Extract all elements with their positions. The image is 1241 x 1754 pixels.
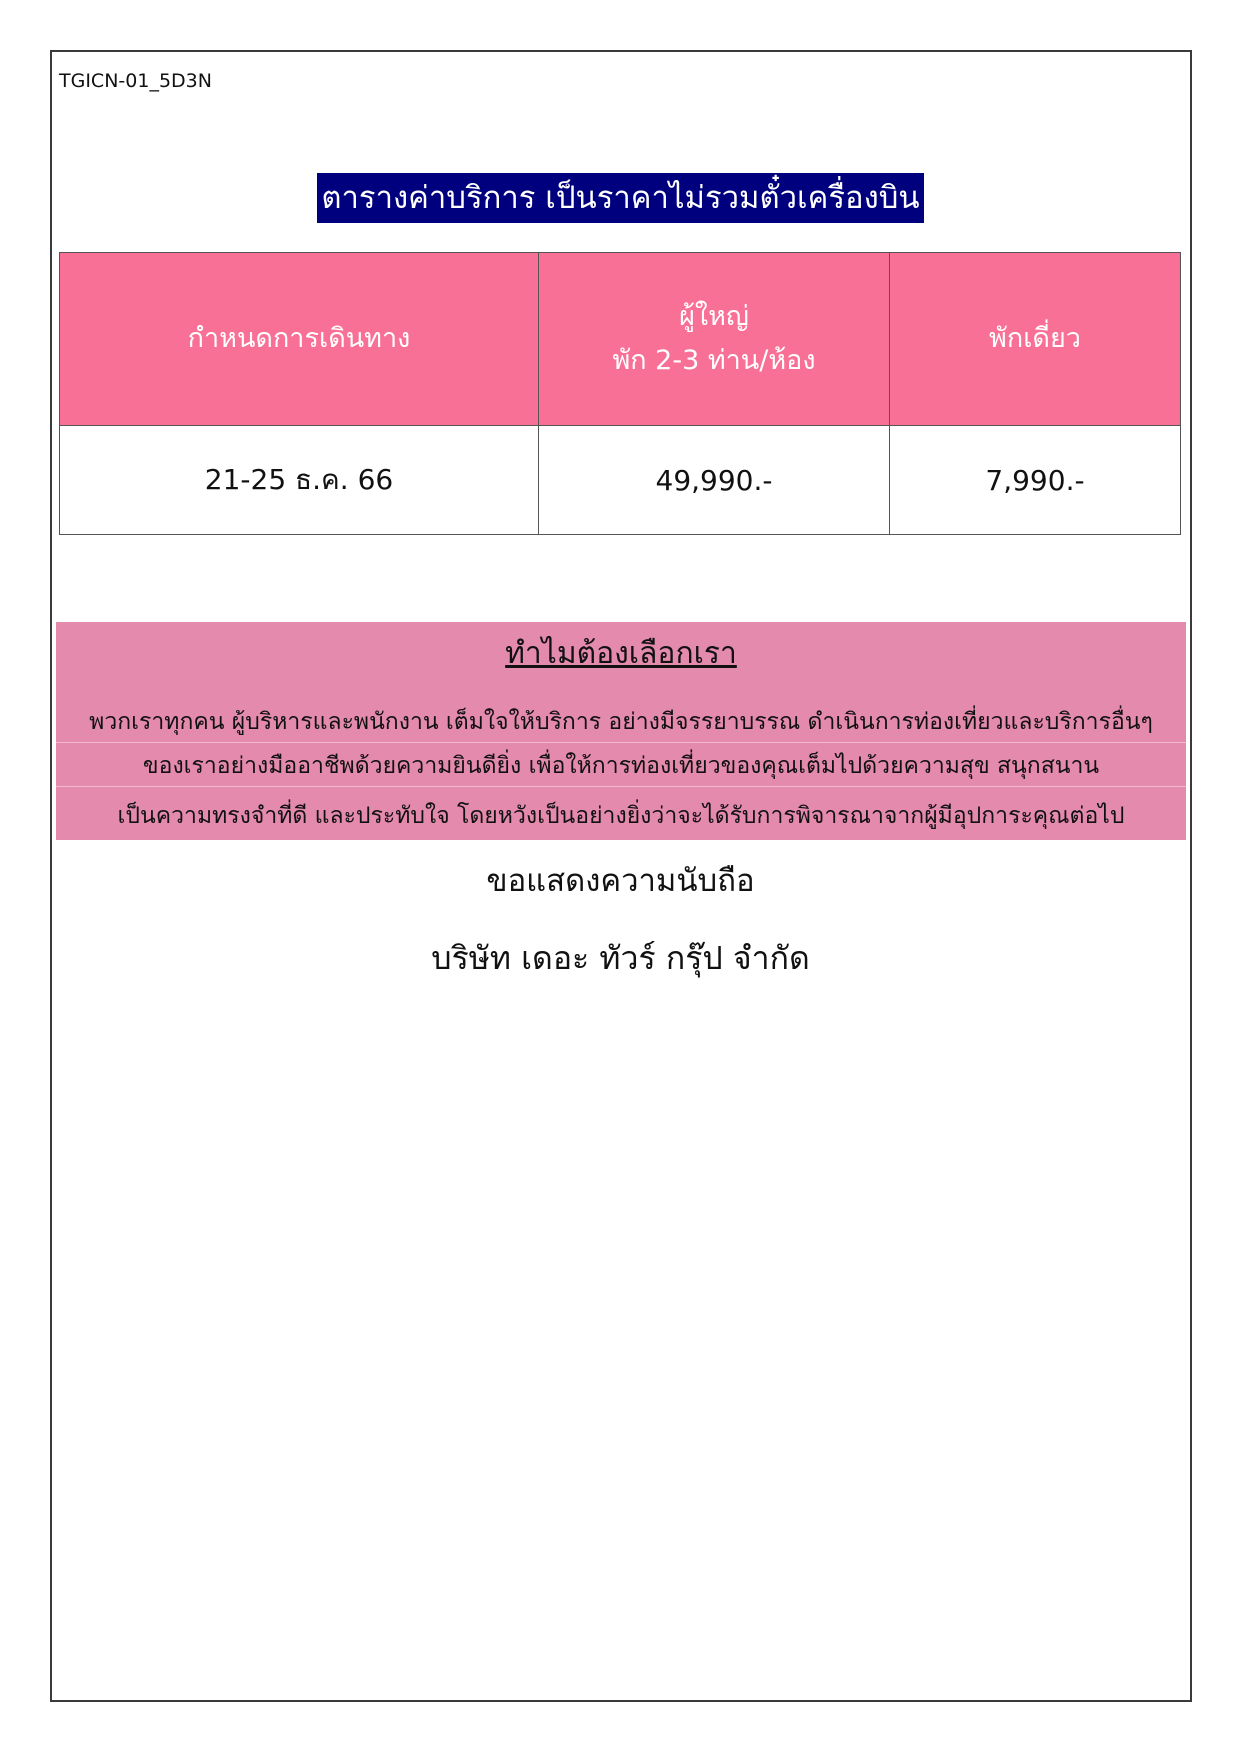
header-adult-line2: พัก 2-3 ท่าน/ห้อง xyxy=(612,345,816,376)
divider xyxy=(56,786,1186,787)
closing-regards: ขอแสดงความนับถือ xyxy=(486,863,755,899)
divider xyxy=(56,742,1186,743)
why-choose-us-section xyxy=(56,622,1186,840)
why-choose-us-heading: ทำไมต้องเลือกเรา xyxy=(505,636,737,671)
cell-single-price: 7,990.- xyxy=(890,426,1181,535)
page-title: ตารางค่าบริการ เป็นราคาไม่รวมตั๋วเครื่องบิน xyxy=(317,173,923,223)
table-header-row xyxy=(60,253,1181,426)
cell-travel-date: 21-25 ธ.ค. 66 xyxy=(60,426,539,535)
header-travel-date: กำหนดการเดินทาง xyxy=(60,253,539,426)
price-table xyxy=(59,252,1181,535)
title-wrapper xyxy=(0,173,1241,223)
why-line-3: เป็นความทรงจำที่ดี และประทับใจ โดยหวังเป็นอย่างยิ่งว่าจะได้รับการพิจารณาจากผู้มีอุปการะคุณต่อไป xyxy=(117,803,1125,829)
header-adult-line1: ผู้ใหญ่ xyxy=(679,301,749,332)
company-name: บริษัท เดอะ ทัวร์ กรุ๊ป จำกัด xyxy=(431,939,810,977)
why-line-2: ของเราอย่างมืออาชีพด้วยความยินดียิ่ง เพื่อให้การท่องเที่ยวของคุณเต็มไปด้วยความสุข สนุกสนาน xyxy=(142,753,1100,779)
header-single-room: พักเดี่ยว xyxy=(890,253,1181,426)
why-line-1: พวกเราทุกคน ผู้บริหารและพนักงาน เต็มใจให้บริการ อย่างมีจรรยาบรรณ ดำเนินการท่องเที่ยวและบริการอื่นๆ xyxy=(89,709,1153,735)
header-adult-price xyxy=(539,253,890,426)
table-row xyxy=(60,426,1181,535)
cell-adult-price: 49,990.- xyxy=(539,426,890,535)
document-code: TGICN-01_5D3N xyxy=(59,70,212,92)
